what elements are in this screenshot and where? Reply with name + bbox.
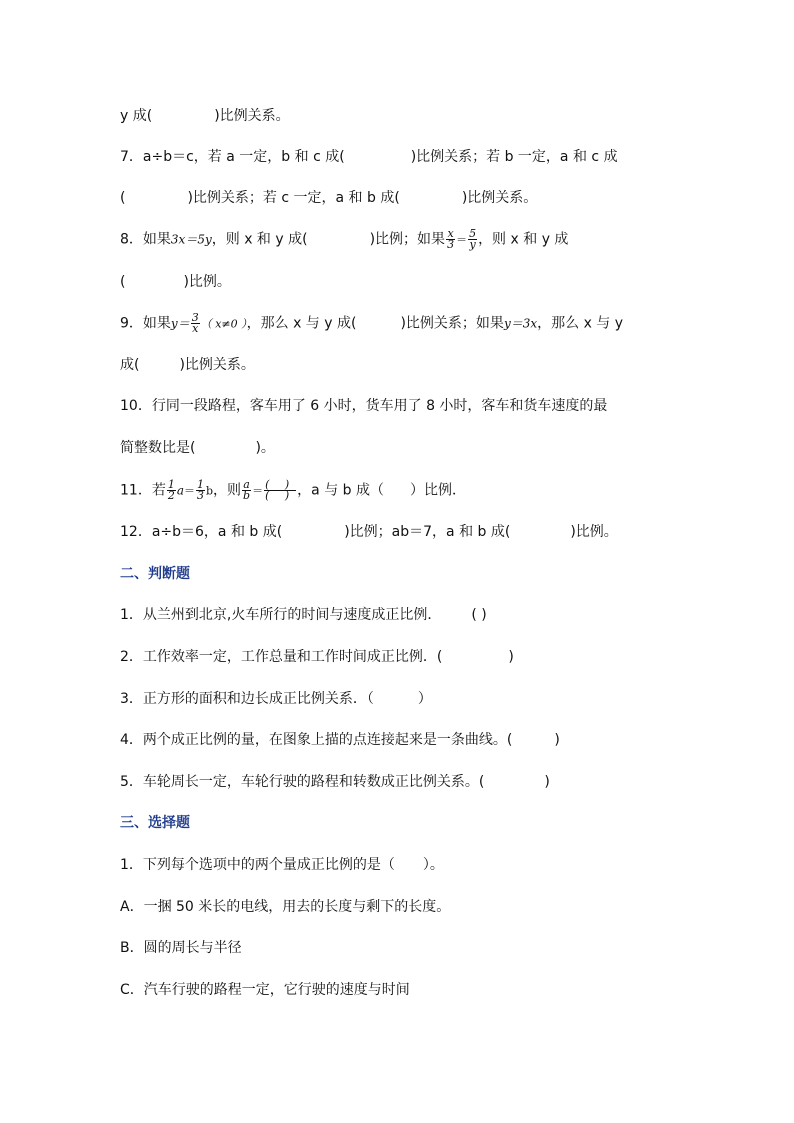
equals-sign: ＝	[456, 233, 468, 247]
judgement-item-3	[120, 689, 432, 709]
q10-text: 简整数比是(	[120, 440, 196, 456]
q12-line	[120, 522, 618, 542]
q7-text: )比例关系；若 b 一定，a 和 c 成	[410, 149, 618, 165]
q6-continuation	[120, 106, 290, 126]
answer-bracket-end: )	[554, 732, 560, 748]
denominator: b	[243, 489, 251, 502]
q9-text: 9．如果	[120, 315, 171, 332]
answer-fraction-blank[interactable]	[264, 480, 296, 501]
answer-bracket[interactable]: ( )	[471, 607, 487, 623]
q10-text: 10．行同一段路程，客车用了 6 小时，货车用了 8 小时，客车和货车速度的最	[120, 398, 608, 414]
item-text: 2．工作效率一定，工作总量和工作时间成正比例．(	[120, 649, 443, 665]
q9-text: ，那么 x 与 y 成(	[246, 315, 357, 332]
q8-text: (	[120, 274, 126, 290]
q8-text: )比例。	[183, 274, 231, 290]
q9-line2	[120, 355, 255, 375]
q12-text: )比例；ab＝7，a 和 b 成(	[344, 524, 511, 540]
equals-sign: ＝	[183, 484, 195, 498]
item-text: 1．从兰州到北京,火车所行的时间与速度成正比例．	[120, 607, 442, 623]
denominator: x	[192, 322, 199, 335]
q8-text: )比例；如果	[369, 231, 446, 248]
item-text: 3．正方形的面积和边长成正比例关系．（	[120, 691, 374, 707]
item-text: 4．两个成正比例的量，在图象上描的点连接起来是一条曲线。(	[120, 732, 513, 748]
choice-question-1	[120, 855, 444, 875]
q11-text: ，a 与 b 成（	[297, 482, 384, 499]
equation: y＝3x	[503, 316, 538, 331]
q9-line1	[120, 313, 623, 335]
fraction	[242, 480, 251, 501]
item-text: 5．车轮周长一定，车轮行驶的路程和转数成正比例关系。(	[120, 774, 485, 790]
q8-line2	[120, 272, 231, 292]
judgement-item-5	[120, 772, 550, 792]
q7-line1	[120, 147, 618, 167]
q7-line2	[120, 188, 537, 208]
judgement-item-1	[120, 605, 487, 625]
answer-bracket-end: ）	[417, 691, 432, 707]
denominator: 2	[167, 489, 175, 502]
fraction	[468, 229, 477, 250]
condition: （ x≠0 ）	[200, 317, 247, 331]
equation: y＝	[170, 316, 190, 331]
numerator: 3	[191, 311, 199, 324]
q6-text: y 成(	[120, 108, 153, 124]
q9-text: )比例关系；如果	[400, 315, 504, 332]
section-heading-judgement: 二、判断题	[120, 566, 190, 582]
denominator-blank[interactable]: ( )	[265, 489, 296, 502]
fraction	[446, 229, 455, 250]
q7-text: )比例关系。	[461, 190, 538, 206]
numerator: 5	[469, 227, 477, 240]
q8-text: ，则 x 和 y 成(	[211, 231, 308, 248]
section-heading-choice: 三、选择题	[120, 815, 190, 831]
fraction	[191, 313, 200, 334]
q9-text: 成(	[120, 357, 140, 373]
fraction	[196, 480, 205, 501]
numerator-blank[interactable]: ( )	[265, 478, 296, 491]
variable: b	[205, 484, 214, 498]
q7-text: (	[120, 190, 126, 206]
q8-line1	[120, 229, 568, 251]
equals-sign: ＝	[252, 484, 264, 498]
q11-line	[120, 480, 466, 502]
q11-text: ）比例．	[410, 482, 466, 499]
answer-bracket-end: )	[508, 649, 514, 665]
variable: a	[176, 483, 184, 498]
q12-text: 12．a÷b＝6，a 和 b 成(	[120, 524, 283, 540]
q6-text-end: )比例关系。	[214, 108, 290, 124]
denominator: 3	[447, 238, 455, 251]
q10-text: )。	[255, 440, 275, 456]
choice-option-b[interactable]: B．圆的周长与半径	[120, 940, 242, 956]
fraction	[167, 480, 176, 501]
q7-text: )比例关系；若 c 一定，a 和 b 成(	[187, 190, 400, 206]
numerator: x	[447, 227, 454, 240]
q8-text: 8．如果	[120, 231, 171, 248]
question-text-end: ）。	[422, 857, 444, 873]
denominator: 3	[196, 489, 204, 502]
q10-line2	[120, 438, 275, 458]
question-text: 1．下列每个选项中的两个量成正比例的是（	[120, 857, 395, 873]
numerator: a	[243, 478, 250, 491]
answer-bracket-end: )	[544, 774, 550, 790]
judgement-item-4	[120, 730, 560, 750]
q11-text: 11．若	[120, 482, 166, 499]
q11-text: ，则	[213, 482, 242, 499]
q9-text: ，那么 x 与 y	[537, 315, 624, 332]
numerator: 1	[196, 478, 204, 491]
q9-text: )比例关系。	[179, 357, 255, 373]
denominator: y	[469, 238, 476, 251]
choice-option-c[interactable]: C．汽车行驶的路程一定，它行驶的速度与时间	[120, 982, 410, 998]
choice-option-a[interactable]: A．一捆 50 米长的电线，用去的长度与剩下的长度。	[120, 899, 451, 915]
q7-text: 7．a÷b＝c，若 a 一定，b 和 c 成(	[120, 149, 345, 165]
numerator: 1	[167, 478, 175, 491]
q8-text: ，则 x 和 y 成	[478, 231, 569, 248]
judgement-item-2	[120, 647, 514, 667]
equation: 3x＝5y	[170, 232, 212, 247]
q10-line1	[120, 396, 607, 416]
q12-text: )比例。	[570, 524, 618, 540]
